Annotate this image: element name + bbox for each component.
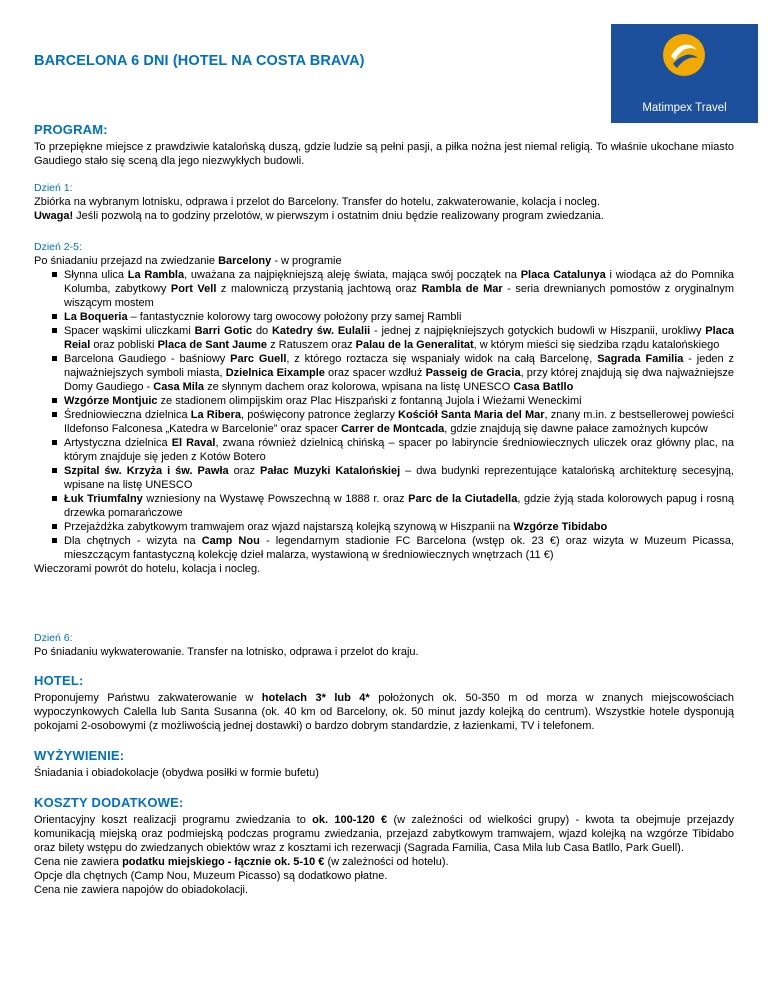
- costs-text: Orientacyjny koszt realizacji programu zwiedzania to ok. 100-120 € (w zależności od wielkości grupy) - kwota ta obejmuje przejazdy komunikacją miejską oraz podmiejską podczas programu zwiedzania, przejazd zabytkowym tramwajem, wjazd kolejką na wzgórze Tibidabo oraz bilety wstępu do zwiedzanych obiektów wraz z kosztami ich rezerwacji (Sagrada Familia, Casa Mila lub Casa Batllo, Park Guell).: [34, 814, 734, 854]
- day1-note: [34, 209, 734, 223]
- day25-intro: [34, 254, 734, 268]
- costs-heading: KOSZTY DODATKOWE:: [34, 795, 184, 810]
- list-item: Wzgórze Montjuic ze stadionem olimpijskim oraz Plac Hiszpański z fontanną Jujola i Wieżami Weneckimi: [34, 394, 734, 408]
- costs-options: Opcje dla chętnych (Camp Nou, Muzeum Picasso) są dodatkowo płatne.: [34, 870, 388, 882]
- costs-drinks: Cena nie zawiera napojów do obiadokolacji.: [34, 884, 249, 896]
- list-item: Średniowieczna dzielnica La Ribera, poświęcony patronce żeglarzy Kościół Santa Maria del Mar, znany m.in. z bestsellerowej powieści Ildefonso Falconesa „Katedra w Barcelonie” oraz spacer Carrer de Montcada, gdzie znajdują się dawne pałace zamożnych kupców: [34, 408, 734, 436]
- food-text: Śniadania i obiadokolacje (obydwa posiłki w formie bufetu): [34, 767, 319, 779]
- list-item: Szpital św. Krzyża i św. Pawła oraz Pałac Muzyki Katalońskiej – dwa budynki reprezentujące katalońską architekturę secesyjną, wpisane na listę UNESCO: [34, 464, 734, 492]
- food-heading: WYŻYWIENIE:: [34, 748, 125, 763]
- day1-heading: Dzień 1:: [34, 182, 73, 194]
- hotel-heading: HOTEL:: [34, 673, 84, 688]
- list-item: Słynna ulica La Rambla, uważana za najpiękniejszą aleję świata, mająca swój początek na Placa Catalunya i wiodąca aż do Pomnika Kolumba, zabytkowy Port Vell z malowniczą przystanią jachtową oraz Rambla de Mar - seria drewnianych pomostów z oryginalnym wiszącym mostem: [34, 268, 734, 310]
- day1-section: [34, 181, 734, 223]
- day25-heading: Dzień 2-5:: [34, 241, 82, 253]
- list-item: Spacer wąskimi uliczkami Barri Gotic do Katedry św. Eulalii - jednej z najpiękniejszych gotyckich budowli w Hiszpanii, urokliwy Placa Reial oraz pobliski Placa de Sant Jaume z Ratuszem oraz Palau de la Generalitat, w którym mieści się siedziba rządu katalońskiego: [34, 324, 734, 352]
- day6-text: Po śniadaniu wykwaterowanie. Transfer na lotnisko, odprawa i przelot do kraju.: [34, 646, 419, 658]
- logo-text: Matimpex Travel: [642, 102, 727, 114]
- program-heading: PROGRAM:: [34, 122, 108, 137]
- day6-heading: Dzień 6:: [34, 632, 73, 644]
- program-intro: To przepiękne miejsce z prawdziwie katalońską duszą, gdzie ludzie są pełni pasji, a piłka nożna jest niemal religią. To właśnie ukochane miasto Gaudiego stało się sceną dla jego niezwykłych budowli.: [34, 141, 734, 167]
- day25-outro: Wieczorami powrót do hotelu, kolacja i nocleg.: [34, 563, 261, 575]
- hotel-text: Proponujemy Państwu zakwaterowanie w hotelach 3* lub 4* położonych ok. 50-350 m od morza w znanych miejscowościach wypoczynkowych Calella lub Santa Susanna (ok. 40 km od Barcelony, ok. 50 minut jazdy kolejką do centrum). Wszystkie hotele dysponują pokojami 2-osobowymi (z możliwością jednej dostawki) o bardzo dobrym standardzie, z łazienkami, TV i telefonem.: [34, 692, 735, 732]
- intro-text: Po śniadaniu przejazd na zwiedzanie: [34, 255, 219, 267]
- logo-icon: [661, 32, 707, 78]
- list-item: Łuk Triumfalny wzniesiony na Wystawę Powszechną w 1888 r. oraz Parc de la Ciutadella, gdzie żyją stada kolorowych papug i rosną drzewka pomarańczowe: [34, 492, 734, 520]
- intro-suffix: - w programie: [271, 255, 342, 267]
- list-item: Artystyczna dzielnica El Raval, zwana również dzielnicą chińską – spacer po labiryncie średniowiecznych uliczek oraz główny plac, na którym znajduje się jeden z Kotów Botero: [34, 436, 734, 464]
- day1-note-text: Jeśli pozwolą na to godziny przelotów, w pierwszym i ostatnim dniu będzie realizowany program zwiedzania.: [73, 210, 604, 222]
- document-title: BARCELONA 6 DNI (HOTEL NA COSTA BRAVA): [34, 53, 365, 69]
- day1-text: Zbiórka na wybranym lotnisku, odprawa i przelot do Barcelony. Transfer do hotelu, zakwaterowanie, kolacja i nocleg.: [34, 196, 600, 208]
- list-item: Dla chętnych - wizyta na Camp Nou - legendarnym stadionie FC Barcelona (wstęp ok. 23 €) oraz wizyta w Muzeum Picassa, mieszczącym fantastyczną kolekcję dzieł malarza, wystawioną w średniowiecznych wnętrzach (11 €): [34, 534, 734, 562]
- hotel-section: [34, 673, 734, 733]
- day6-section: [34, 631, 734, 659]
- day1-note-label: Uwaga!: [34, 210, 74, 222]
- attractions-list: [34, 268, 734, 562]
- costs-tax: Cena nie zawiera podatku miejskiego - łącznie ok. 5-10 € (w zależności od hotelu).: [34, 856, 449, 868]
- list-item: La Boqueria – fantastycznie kolorowy targ owocowy położony przy samej Rambli: [34, 310, 734, 324]
- costs-section: [34, 795, 734, 897]
- list-item: Barcelona Gaudiego - baśniowy Parc Guell, z którego roztacza się wspaniały widok na całą Barcelonę, Sagrada Familia - jeden z najważniejszych symboli miasta, Dzielnica Eixample oraz spacer wzdłuż Passeig de Gracia, przy której znajdują się dwa najważniejsze Domy Gaudiego - Casa Mila ze słynnym dachem oraz kolorowa, wpisana na listę UNESCO Casa Batllo: [34, 352, 734, 394]
- matimpex-logo: [611, 24, 758, 123]
- program-section: [34, 122, 734, 168]
- list-item: Przejażdżka zabytkowym tramwajem oraz wjazd najstarszą kolejką szynową w Hiszpanii na Wzgórze Tibidabo: [34, 520, 734, 534]
- day25-section: [34, 240, 734, 576]
- food-section: [34, 748, 734, 780]
- intro-city: Barcelony: [218, 255, 272, 267]
